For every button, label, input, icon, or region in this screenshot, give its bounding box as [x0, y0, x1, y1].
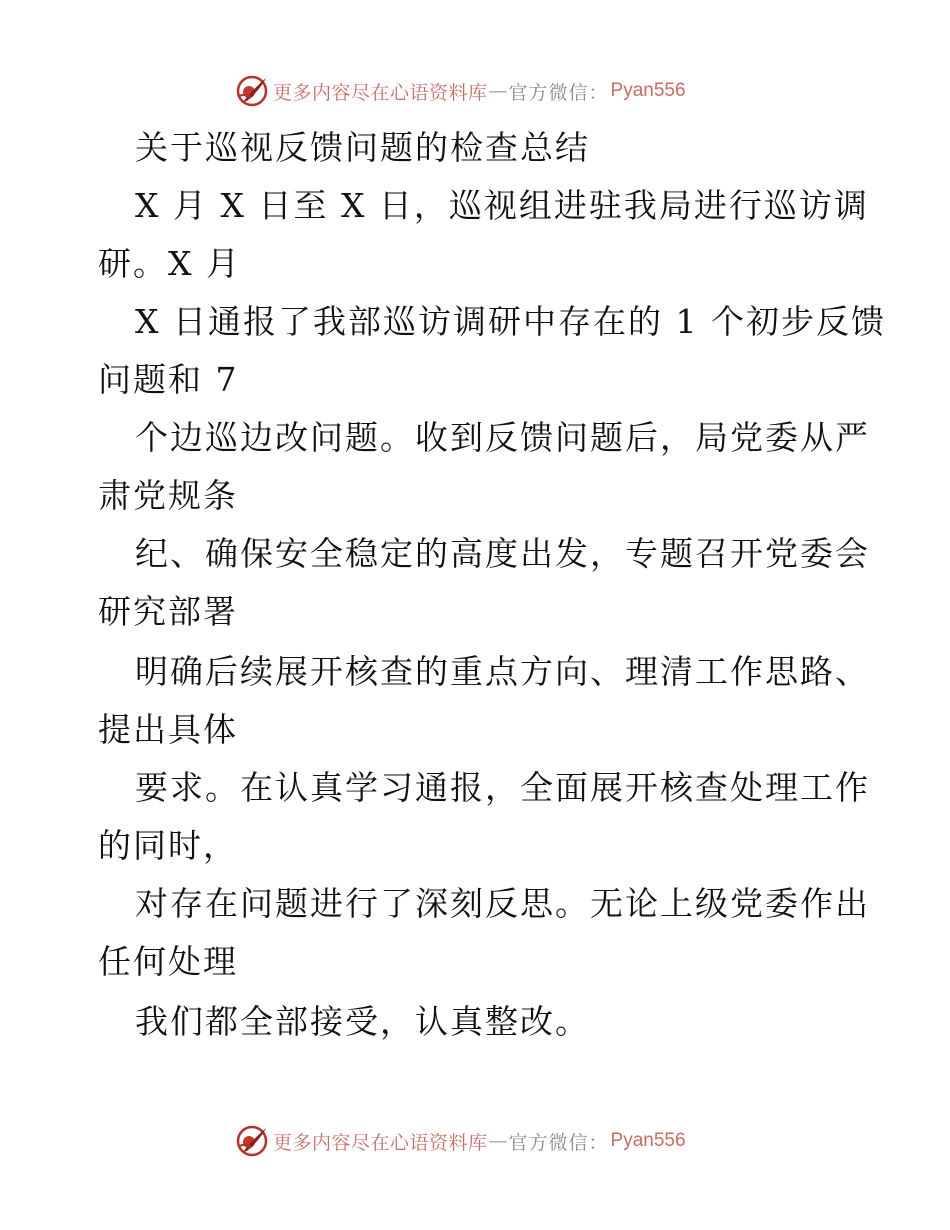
text-line: 的同时，	[98, 826, 238, 865]
text-line: 要求。在认真学习通报，全面展开核查处理工作	[135, 768, 870, 807]
watermark-footer	[235, 1124, 686, 1158]
text-line: X 日通报了我部巡访调研中存在的 1 个初步反馈	[135, 302, 886, 341]
text-line: 研。X 月	[98, 244, 241, 283]
text-line: 提出具体	[98, 710, 238, 749]
watermark-id: Pyan556	[610, 80, 686, 101]
text-line: 对存在问题进行了深刻反思。无论上级党委作出	[135, 884, 870, 923]
watermark-text: 更多内容尽在心语资料库	[273, 81, 488, 104]
text-line: 肃党规条	[98, 476, 238, 515]
watermark-label: 官方微信：	[508, 1131, 609, 1154]
quill-pen-logo-icon	[235, 74, 269, 108]
text-line: 问题和 7	[98, 360, 239, 399]
document-title: 关于巡视反馈问题的检查总结	[135, 128, 590, 167]
text-line: 纪、确保安全稳定的高度出发，专题召开党委会	[135, 534, 870, 573]
text-line: X 月 X 日至 X 日，巡视组进驻我局进行巡访调	[135, 186, 869, 225]
watermark-separator: —	[488, 80, 508, 102]
quill-pen-logo-icon	[235, 1124, 269, 1158]
watermark-id: Pyan556	[610, 1130, 686, 1151]
watermark-text: 更多内容尽在心语资料库	[273, 1131, 488, 1154]
watermark-header	[235, 74, 686, 108]
text-line: 研究部署	[98, 592, 238, 631]
text-line: 个边巡边改问题。收到反馈问题后，局党委从严	[135, 418, 870, 457]
watermark-separator: —	[488, 1130, 508, 1152]
text-line: 我们都全部接受，认真整改。	[135, 1002, 590, 1041]
text-line: 明确后续展开核查的重点方向、理清工作思路、	[135, 652, 870, 691]
text-line: 任何处理	[98, 942, 238, 981]
watermark-label: 官方微信：	[508, 81, 609, 104]
